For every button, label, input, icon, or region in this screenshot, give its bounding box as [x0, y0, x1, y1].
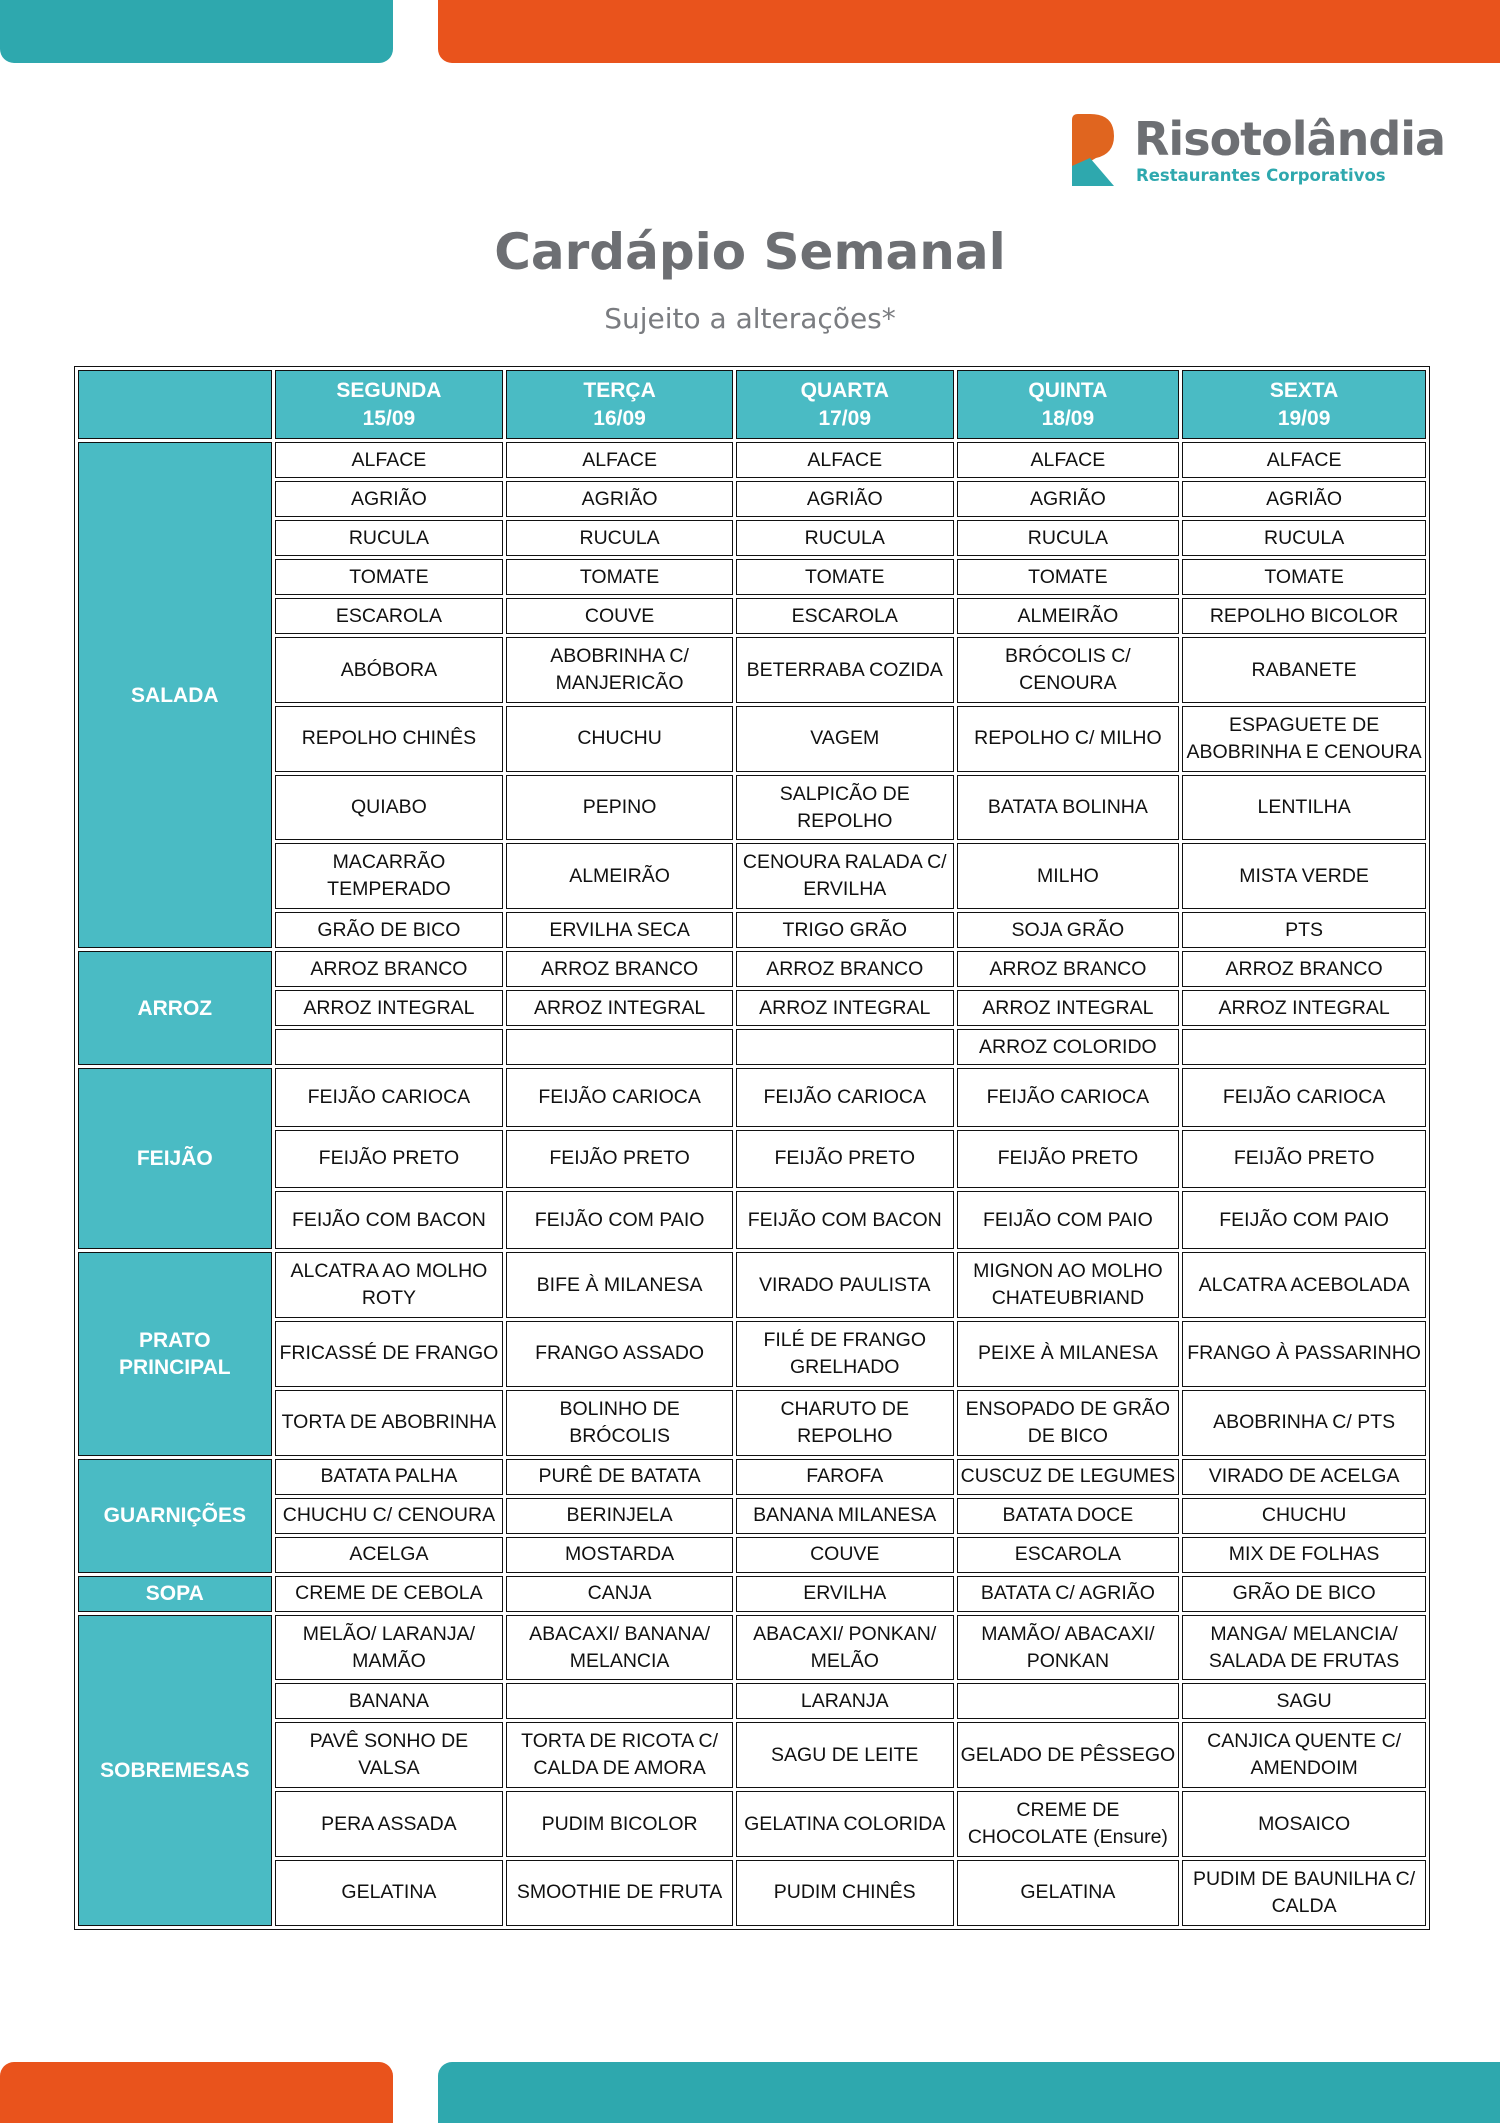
menu-row [78, 1029, 1426, 1065]
menu-body [78, 442, 1426, 1926]
menu-item: CREME DE CEBOLA [275, 1576, 504, 1612]
menu-item: BRÓCOLIS C/ CENOURA [957, 637, 1180, 703]
menu-item: BATATA PALHA [275, 1459, 504, 1495]
menu-item: FAROFA [736, 1459, 954, 1495]
top-right-accent-bar [438, 0, 1500, 63]
menu-row [78, 598, 1426, 634]
menu-row [78, 1191, 1426, 1249]
brand-name: Risotolândia [1134, 112, 1446, 166]
menu-item: ALFACE [957, 442, 1180, 478]
menu-item: ARROZ BRANCO [957, 951, 1180, 987]
category-salada: SALADA [78, 442, 272, 948]
menu-item: BOLINHO DE BRÓCOLIS [506, 1390, 733, 1456]
menu-item: AGRIÃO [1182, 481, 1426, 517]
menu-row [78, 1683, 1426, 1719]
menu-item: FEIJÃO COM BACON [275, 1191, 504, 1249]
menu-item: ARROZ COLORIDO [957, 1029, 1180, 1065]
menu-row [78, 706, 1426, 772]
menu-item: RABANETE [1182, 637, 1426, 703]
menu-row [78, 951, 1426, 987]
menu-item: ALMEIRÃO [957, 598, 1180, 634]
menu-item: FEIJÃO COM PAIO [1182, 1191, 1426, 1249]
menu-item: ARROZ INTEGRAL [275, 990, 504, 1026]
menu-row [78, 481, 1426, 517]
menu-row [78, 843, 1426, 909]
day-name: SEXTA [1269, 378, 1339, 402]
menu-item: ALCATRA AO MOLHO ROTY [275, 1252, 504, 1318]
menu-item: FEIJÃO COM PAIO [957, 1191, 1180, 1249]
menu-item: CUSCUZ DE LEGUMES [957, 1459, 1180, 1495]
menu-item: BATATA BOLINHA [957, 775, 1180, 841]
menu-row [78, 1459, 1426, 1495]
menu-item: ARROZ BRANCO [275, 951, 504, 987]
day-header-sexta [1182, 370, 1426, 439]
menu-row [78, 520, 1426, 556]
menu-item: COUVE [506, 598, 733, 634]
menu-item: RUCULA [506, 520, 733, 556]
menu-item: RUCULA [736, 520, 954, 556]
menu-item: FEIJÃO CARIOCA [1182, 1068, 1426, 1126]
menu-item: ARROZ BRANCO [1182, 951, 1426, 987]
menu-row [78, 1537, 1426, 1573]
menu-item: CHUCHU [506, 706, 733, 772]
menu-item: FEIJÃO CARIOCA [275, 1068, 504, 1126]
menu-item: MIX DE FOLHAS [1182, 1537, 1426, 1573]
top-left-accent-bar [0, 0, 393, 63]
menu-item: COUVE [736, 1537, 954, 1573]
menu-row [78, 1860, 1426, 1926]
menu-item: ALMEIRÃO [506, 843, 733, 909]
menu-item: TOMATE [957, 559, 1180, 595]
menu-item: ARROZ INTEGRAL [957, 990, 1180, 1026]
menu-row [78, 990, 1426, 1026]
menu-item: FEIJÃO PRETO [736, 1130, 954, 1188]
day-header-terca [506, 370, 733, 439]
category-arroz: ARROZ [78, 951, 272, 1065]
menu-item: MOSAICO [1182, 1791, 1426, 1857]
menu-item: ALFACE [506, 442, 733, 478]
category-feijao: FEIJÃO [78, 1068, 272, 1249]
menu-item: FRICASSÉ DE FRANGO [275, 1321, 504, 1387]
menu-item: LARANJA [736, 1683, 954, 1719]
menu-item: PUDIM CHINÊS [736, 1860, 954, 1926]
menu-item: ABOBRINHA C/ PTS [1182, 1390, 1426, 1456]
menu-item: GELATINA COLORIDA [736, 1791, 954, 1857]
menu-item: FEIJÃO CARIOCA [957, 1068, 1180, 1126]
menu-item: SAGU [1182, 1683, 1426, 1719]
menu-item: GELADO DE PÊSSEGO [957, 1722, 1180, 1788]
menu-item: ABACAXI/ BANANA/ MELANCIA [506, 1615, 733, 1681]
menu-item: GELATINA [957, 1860, 1180, 1926]
brand-tagline: Restaurantes Corporativos [1136, 166, 1386, 185]
category-sobremesas: SOBREMESAS [78, 1615, 272, 1926]
menu-item: SMOOTHIE DE FRUTA [506, 1860, 733, 1926]
day-header-row [78, 370, 1426, 439]
menu-item: REPOLHO C/ MILHO [957, 706, 1180, 772]
corner-cell [78, 370, 272, 439]
menu-item: VIRADO PAULISTA [736, 1252, 954, 1318]
menu-item: AGRIÃO [736, 481, 954, 517]
menu-item: FRANGO À PASSARINHO [1182, 1321, 1426, 1387]
menu-item: PTS [1182, 912, 1426, 948]
menu-item [1182, 1029, 1426, 1065]
bottom-left-accent-bar [0, 2062, 393, 2123]
menu-item: FEIJÃO PRETO [957, 1130, 1180, 1188]
menu-item: CHUCHU C/ CENOURA [275, 1498, 504, 1534]
logo-mark-icon [1068, 114, 1118, 186]
menu-item: RUCULA [275, 520, 504, 556]
menu-item: CHUCHU [1182, 1498, 1426, 1534]
menu-item: RUCULA [957, 520, 1180, 556]
menu-item: GRÃO DE BICO [275, 912, 504, 948]
day-date: 17/09 [818, 406, 872, 430]
menu-item: TOMATE [736, 559, 954, 595]
menu-item: MILHO [957, 843, 1180, 909]
menu-item: PURÊ DE BATATA [506, 1459, 733, 1495]
menu-item: ABÓBORA [275, 637, 504, 703]
menu-item: PUDIM BICOLOR [506, 1791, 733, 1857]
day-name: QUARTA [800, 378, 889, 402]
menu-item [506, 1683, 733, 1719]
menu-item: MAMÃO/ ABACAXI/ PONKAN [957, 1615, 1180, 1681]
menu-item: ARROZ INTEGRAL [506, 990, 733, 1026]
menu-item: FEIJÃO COM BACON [736, 1191, 954, 1249]
menu-item: ALFACE [275, 442, 504, 478]
menu-item: MELÃO/ LARANJA/ MAMÃO [275, 1615, 504, 1681]
menu-item: ESCAROLA [275, 598, 504, 634]
menu-row [78, 1791, 1426, 1857]
menu-item: FEIJÃO PRETO [1182, 1130, 1426, 1188]
menu-item: FEIJÃO COM PAIO [506, 1191, 733, 1249]
menu-row [78, 1068, 1426, 1126]
menu-item: PUDIM DE BAUNILHA C/ CALDA [1182, 1860, 1426, 1926]
menu-item: PEIXE À MILANESA [957, 1321, 1180, 1387]
menu-item: FILÉ DE FRANGO GRELHADO [736, 1321, 954, 1387]
menu-row [78, 442, 1426, 478]
day-date: 15/09 [362, 406, 416, 430]
menu-item: TORTA DE ABOBRINHA [275, 1390, 504, 1456]
menu-item: RUCULA [1182, 520, 1426, 556]
day-header-quarta [736, 370, 954, 439]
menu-row [78, 775, 1426, 841]
menu-item: BANANA [275, 1683, 504, 1719]
menu-row [78, 1321, 1426, 1387]
menu-item: REPOLHO BICOLOR [1182, 598, 1426, 634]
menu-item: GRÃO DE BICO [1182, 1576, 1426, 1612]
menu-row [78, 1252, 1426, 1318]
menu-item: MISTA VERDE [1182, 843, 1426, 909]
menu-item: FEIJÃO CARIOCA [736, 1068, 954, 1126]
menu-item: LENTILHA [1182, 775, 1426, 841]
menu-item: ALCATRA ACEBOLADA [1182, 1252, 1426, 1318]
page-title: Cardápio Semanal [494, 223, 1006, 281]
menu-item: ARROZ INTEGRAL [1182, 990, 1426, 1026]
menu-item: MANGA/ MELANCIA/ SALADA DE FRUTAS [1182, 1615, 1426, 1681]
menu-item [957, 1683, 1180, 1719]
menu-row [78, 1498, 1426, 1534]
menu-item: MOSTARDA [506, 1537, 733, 1573]
menu-item: ABACAXI/ PONKAN/ MELÃO [736, 1615, 954, 1681]
weekly-menu [74, 366, 1430, 1930]
menu-item: ESPAGUETE DE ABOBRINHA E CENOURA [1182, 706, 1426, 772]
menu-item: SALPICÃO DE REPOLHO [736, 775, 954, 841]
category-guarnicoes: GUARNIÇÕES [78, 1459, 272, 1573]
menu-item: CREME DE CHOCOLATE (Ensure) [957, 1791, 1180, 1857]
page-subtitle: Sujeito a alterações* [604, 302, 896, 335]
menu-row [78, 637, 1426, 703]
menu-row [78, 912, 1426, 948]
menu-item: TOMATE [275, 559, 504, 595]
menu-table [75, 367, 1429, 1929]
menu-item: CANJA [506, 1576, 733, 1612]
menu-item: BETERRABA COZIDA [736, 637, 954, 703]
menu-item [506, 1029, 733, 1065]
day-name: SEGUNDA [336, 378, 442, 402]
menu-item: ARROZ INTEGRAL [736, 990, 954, 1026]
menu-item: FEIJÃO PRETO [275, 1130, 504, 1188]
menu-item: ARROZ BRANCO [736, 951, 954, 987]
menu-item: BIFE À MILANESA [506, 1252, 733, 1318]
category-sopa: SOPA [78, 1576, 272, 1612]
menu-row [78, 1130, 1426, 1188]
menu-item: TORTA DE RICOTA C/ CALDA DE AMORA [506, 1722, 733, 1788]
menu-item: SAGU DE LEITE [736, 1722, 954, 1788]
menu-item: CANJICA QUENTE C/ AMENDOIM [1182, 1722, 1426, 1788]
menu-item: BANANA MILANESA [736, 1498, 954, 1534]
menu-item: ALFACE [736, 442, 954, 478]
menu-item: QUIABO [275, 775, 504, 841]
menu-row [78, 1576, 1426, 1612]
menu-item: ESCAROLA [736, 598, 954, 634]
menu-item: REPOLHO CHINÊS [275, 706, 504, 772]
menu-item: ESCAROLA [957, 1537, 1180, 1573]
day-date: 18/09 [1041, 406, 1095, 430]
menu-item: PAVÊ SONHO DE VALSA [275, 1722, 504, 1788]
menu-item: MACARRÃO TEMPERADO [275, 843, 504, 909]
menu-item: AGRIÃO [506, 481, 733, 517]
brand-logo [1068, 112, 1448, 188]
menu-item: MIGNON AO MOLHO CHATEUBRIAND [957, 1252, 1180, 1318]
menu-item: BERINJELA [506, 1498, 733, 1534]
menu-item: GELATINA [275, 1860, 504, 1926]
menu-item [736, 1029, 954, 1065]
menu-item: ACELGA [275, 1537, 504, 1573]
menu-row [78, 1722, 1426, 1788]
menu-row [78, 1390, 1426, 1456]
menu-item: FRANGO ASSADO [506, 1321, 733, 1387]
menu-item: ARROZ BRANCO [506, 951, 733, 987]
bottom-right-accent-bar [438, 2062, 1500, 2123]
menu-item: TOMATE [1182, 559, 1426, 595]
day-header-segunda [275, 370, 504, 439]
menu-item: CHARUTO DE REPOLHO [736, 1390, 954, 1456]
menu-item: ERVILHA SECA [506, 912, 733, 948]
menu-item: VAGEM [736, 706, 954, 772]
menu-item: CENOURA RALADA C/ ERVILHA [736, 843, 954, 909]
day-name: QUINTA [1028, 378, 1108, 402]
menu-row [78, 1615, 1426, 1681]
menu-item: ABOBRINHA C/ MANJERICÃO [506, 637, 733, 703]
menu-item: ENSOPADO DE GRÃO DE BICO [957, 1390, 1180, 1456]
menu-item: VIRADO DE ACELGA [1182, 1459, 1426, 1495]
day-header-quinta [957, 370, 1180, 439]
day-date: 16/09 [593, 406, 646, 430]
menu-item: ERVILHA [736, 1576, 954, 1612]
menu-item [275, 1029, 504, 1065]
menu-item: FEIJÃO PRETO [506, 1130, 733, 1188]
menu-row [78, 559, 1426, 595]
day-date: 19/09 [1277, 406, 1331, 430]
menu-item: AGRIÃO [957, 481, 1180, 517]
menu-item: PERA ASSADA [275, 1791, 504, 1857]
menu-item: BATATA C/ AGRIÃO [957, 1576, 1180, 1612]
menu-item: BATATA DOCE [957, 1498, 1180, 1534]
menu-item: PEPINO [506, 775, 733, 841]
menu-item: TOMATE [506, 559, 733, 595]
menu-item: SOJA GRÃO [957, 912, 1180, 948]
category-prato-principal: PRATO PRINCIPAL [78, 1252, 272, 1455]
menu-item: TRIGO GRÃO [736, 912, 954, 948]
day-name: TERÇA [583, 378, 656, 402]
menu-item: FEIJÃO CARIOCA [506, 1068, 733, 1126]
menu-item: AGRIÃO [275, 481, 504, 517]
menu-item: ALFACE [1182, 442, 1426, 478]
